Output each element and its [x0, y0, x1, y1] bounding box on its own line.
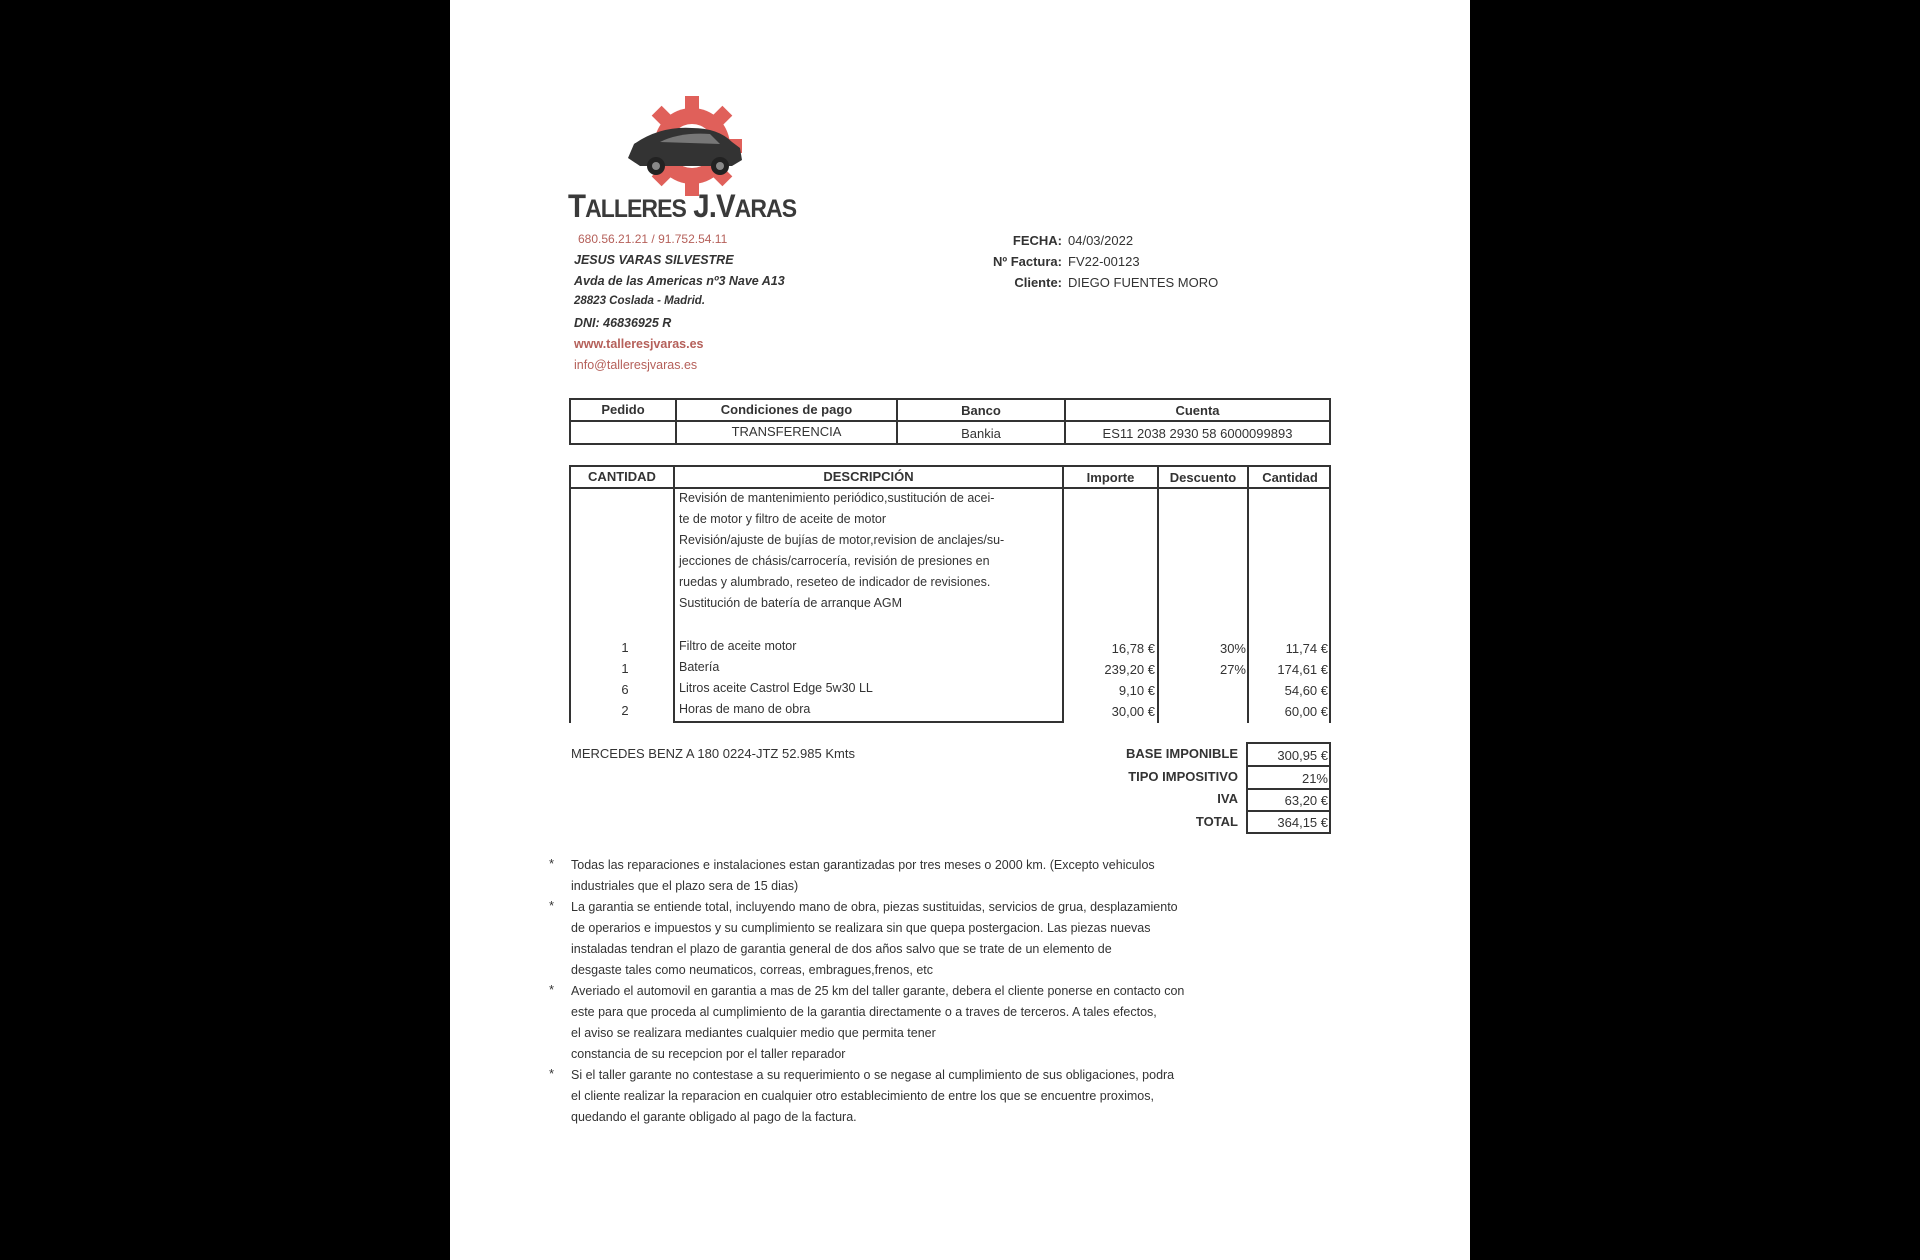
tipo-impositivo-value: 21% [1301, 771, 1328, 786]
company-web-link[interactable]: www.talleresjvaras.es [574, 337, 704, 351]
item-importe: 239,20 € [1104, 662, 1155, 677]
company-phones: 680.56.21.21 / 91.752.54.11 [578, 232, 728, 246]
company-brand-logo: TALLERES J.VARAS [568, 188, 797, 224]
item-description: Filtro de aceite motor [679, 639, 797, 653]
item-cantidad: 174,61 € [1277, 662, 1328, 677]
service-description-line: ruedas y alumbrado, reseteo de indicador de revisiones. [679, 575, 991, 589]
item-qty: 6 [621, 682, 629, 697]
items-col-sep [1247, 465, 1249, 723]
payment-condiciones-value: TRANSFERENCIA [731, 424, 842, 439]
warranty-note-line: Averiado el automovil en garantia a mas de 25 km del taller garante, debera el cliente ponerse en contacto con [571, 984, 1185, 998]
note-bullet: * [549, 982, 555, 997]
vehicle-info: MERCEDES BENZ A 180 0224-JTZ 52.985 Kmts [571, 746, 855, 761]
company-dni: DNI: 46836925 R [574, 316, 672, 330]
item-qty: 1 [621, 640, 629, 655]
factura-value: FV22-00123 [1068, 254, 1140, 269]
base-imponible-value: 300,95 € [1277, 748, 1328, 763]
payment-banco-value: Bankia [961, 426, 1001, 441]
total-label: TOTAL [1195, 814, 1238, 829]
note-bullet: * [549, 1066, 555, 1081]
items-header-importe: Importe [1086, 470, 1135, 485]
company-email-link[interactable]: info@talleresjvaras.es [574, 358, 698, 372]
items-col-sep [1062, 465, 1064, 723]
cliente-value: DIEGO FUENTES MORO [1068, 275, 1219, 290]
service-description-line: Revisión/ajuste de bujías de motor,revision de anclajes/su- [679, 533, 1005, 547]
item-importe: 9,10 € [1118, 683, 1155, 698]
items-header-cantidad-total: Cantidad [1262, 470, 1318, 485]
car-gear-logo-icon [620, 96, 760, 196]
service-description-line: Sustitución de batería de arranque AGM [679, 596, 903, 610]
totals-divider [1246, 810, 1331, 812]
warranty-note-line: el aviso se realizara mediantes cualquier medio que permita tener [571, 1026, 936, 1040]
items-col-sep [1157, 465, 1159, 723]
base-imponible-label: BASE IMPONIBLE [1126, 746, 1238, 761]
payment-header-condiciones: Condiciones de pago [720, 402, 853, 417]
tipo-impositivo-label: TIPO IMPOSITIVO [1128, 769, 1238, 784]
item-importe: 16,78 € [1111, 641, 1155, 656]
warranty-note-line: instaladas tendran el plazo de garantia general de dos años salvo que se trate de un elemento de [571, 942, 1112, 956]
note-bullet: * [549, 856, 555, 871]
payment-header-pedido: Pedido [601, 402, 645, 417]
items-header-descripcion: DESCRIPCIÓN [823, 469, 914, 484]
total-value: 364,15 € [1277, 815, 1328, 830]
service-description-line: te de motor y filtro de aceite de motor [679, 512, 887, 526]
service-description-line: Revisión de mantenimiento periódico,sustitución de acei- [679, 491, 995, 505]
item-qty: 1 [621, 661, 629, 676]
items-header-cantidad: CANTIDAD [588, 469, 656, 484]
item-description: Horas de mano de obra [679, 702, 811, 716]
warranty-note-line: quedando el garante obligado al pago de la factura. [571, 1110, 857, 1124]
item-qty: 2 [621, 703, 629, 718]
fecha-value: 04/03/2022 [1068, 233, 1134, 248]
item-description: Litros aceite Castrol Edge 5w30 LL [679, 681, 873, 695]
payment-header-banco: Banco [961, 403, 1001, 418]
totals-divider [1246, 788, 1331, 790]
items-bottom-border [673, 721, 1064, 723]
item-descuento: 30% [1219, 641, 1246, 656]
warranty-note-line: el cliente realizar la reparacion en cualquier otro establecimiento de entre los que se encuentre proximos, [571, 1089, 1154, 1103]
warranty-note-line: Todas las reparaciones e instalaciones estan garantizadas por tres meses o 2000 km. (Excepto vehiculos [571, 858, 1155, 872]
iva-value: 63,20 € [1284, 793, 1328, 808]
fecha-label: FECHA: [1012, 233, 1062, 248]
warranty-note-line: La garantia se entiende total, incluyendo mano de obra, piezas sustituidas, servicios de grua, desplazamiento [571, 900, 1178, 914]
warranty-note-line: desgaste tales como neumaticos, correas, embragues,frenos, etc [571, 963, 933, 977]
item-importe: 30,00 € [1111, 704, 1155, 719]
item-description: Batería [679, 660, 720, 674]
items-header-divider [569, 487, 1331, 489]
warranty-note-line: constancia de su recepcion por el taller reparador [571, 1047, 846, 1061]
payment-header-cuenta: Cuenta [1175, 403, 1220, 418]
company-address: Avda de las Americas nº3 Nave A13 [574, 274, 785, 288]
iva-label: IVA [1217, 791, 1238, 806]
warranty-note-line: de operarios e impuestos y su cumplimiento se realizara sin que quepa postergacion. Las piezas nuevas [571, 921, 1151, 935]
items-header-descuento: Descuento [1169, 470, 1237, 485]
payment-table-divider [569, 420, 1331, 422]
service-description-line: jecciones de chásis/carrocería, revisión de presiones en [679, 554, 990, 568]
item-descuento: 27% [1219, 662, 1246, 677]
payment-cuenta-value: ES11 2038 2930 58 6000099893 [1102, 426, 1293, 441]
note-bullet: * [549, 898, 555, 913]
totals-divider [1246, 765, 1331, 767]
warranty-note-line: Si el taller garante no contestase a su requerimiento o se negase al cumplimiento de sus obligaciones, podra [571, 1068, 1175, 1082]
item-cantidad: 60,00 € [1284, 704, 1328, 719]
warranty-note-line: este para que proceda al cumplimiento de la garantia directamente o a traves de terceros. A tales efectos, [571, 1005, 1157, 1019]
company-owner: JESUS VARAS SILVESTRE [574, 253, 734, 267]
items-col-sep [673, 465, 675, 723]
item-cantidad: 54,60 € [1284, 683, 1328, 698]
company-city: 28823 Coslada - Madrid. [574, 295, 706, 307]
warranty-note-line: industriales que el plazo sera de 15 dias) [571, 879, 799, 893]
factura-label: Nº Factura: [992, 254, 1062, 269]
item-cantidad: 11,74 € [1285, 641, 1328, 656]
cliente-label: Cliente: [1014, 275, 1062, 290]
